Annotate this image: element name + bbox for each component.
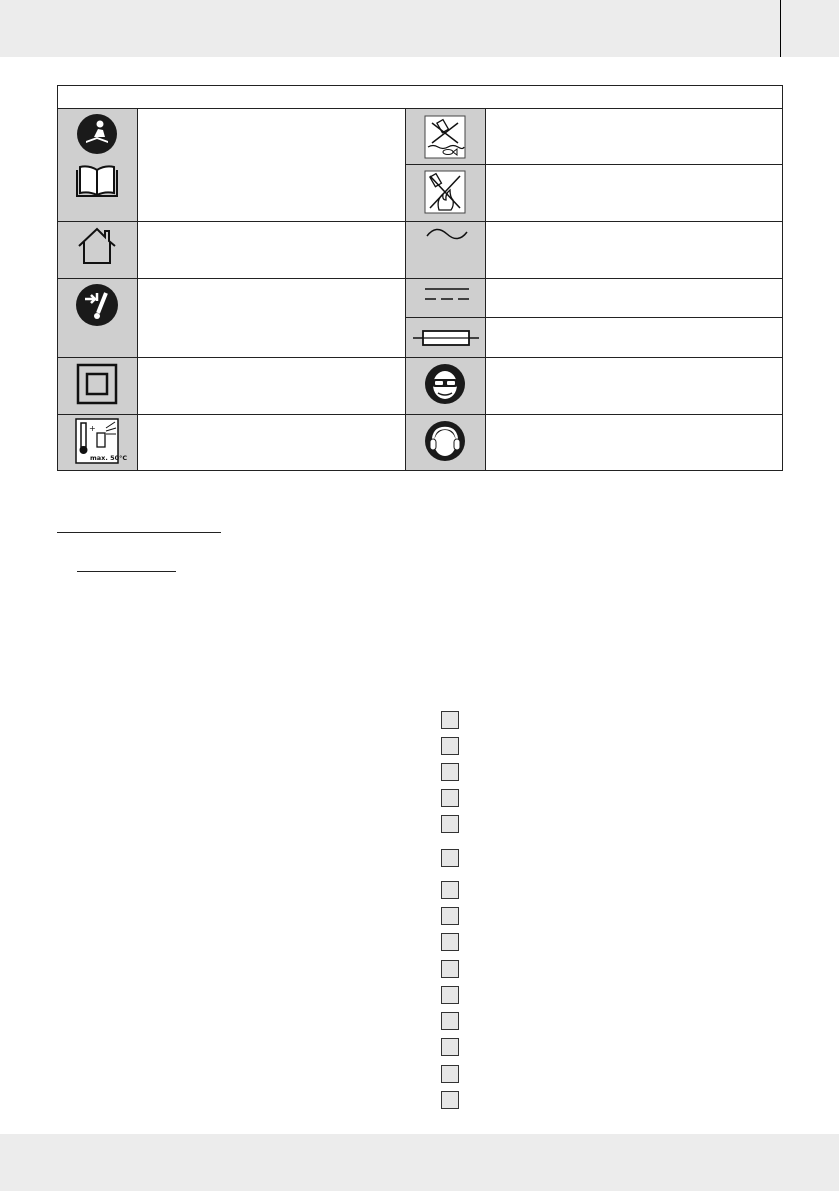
- temperature-max-50c-icon: [75, 418, 128, 464]
- page-header-band: [0, 0, 839, 57]
- manual-book-icon: [74, 164, 120, 200]
- temperature-label: max. 50°C: [90, 454, 128, 462]
- fuse-icon: [413, 328, 479, 348]
- crop-mark-top-right: [780, 0, 781, 57]
- alternating-current-icon: [426, 226, 468, 242]
- checklist-box[interactable]: [441, 711, 459, 729]
- checklist-box[interactable]: [441, 881, 459, 899]
- protection-class-ii-double-square-icon: [75, 362, 119, 406]
- checklist-box[interactable]: [441, 907, 459, 925]
- checklist-box[interactable]: [441, 763, 459, 781]
- checklist-box[interactable]: [441, 1091, 459, 1109]
- checklist-box[interactable]: [441, 815, 459, 833]
- section-heading-underline: [57, 532, 221, 533]
- checklist-box[interactable]: [441, 737, 459, 755]
- read-manual-mandatory-icon: [76, 113, 118, 155]
- svg-text:+: +: [89, 424, 96, 433]
- disconnect-plug-mandatory-icon: [75, 283, 119, 327]
- page-footer-band: [0, 1134, 839, 1191]
- checklist-box[interactable]: [441, 789, 459, 807]
- checklist-box[interactable]: [441, 960, 459, 978]
- checklist-box[interactable]: [441, 933, 459, 951]
- direct-current-icon: [424, 286, 470, 302]
- checklist-box[interactable]: [441, 849, 459, 867]
- checklist-box[interactable]: [441, 986, 459, 1004]
- checklist-box[interactable]: [441, 1038, 459, 1056]
- wear-eye-protection-icon: [424, 363, 466, 405]
- no-fire-disposal-icon: [424, 170, 466, 214]
- wear-hearing-protection-icon: [424, 420, 466, 462]
- no-water-disposal-icon: [424, 115, 466, 159]
- checklist-box[interactable]: [441, 1065, 459, 1083]
- symbol-table: [57, 85, 783, 471]
- indoor-use-house-icon: [75, 226, 119, 266]
- checklist-box[interactable]: [441, 1012, 459, 1030]
- subsection-heading-underline: [77, 571, 176, 572]
